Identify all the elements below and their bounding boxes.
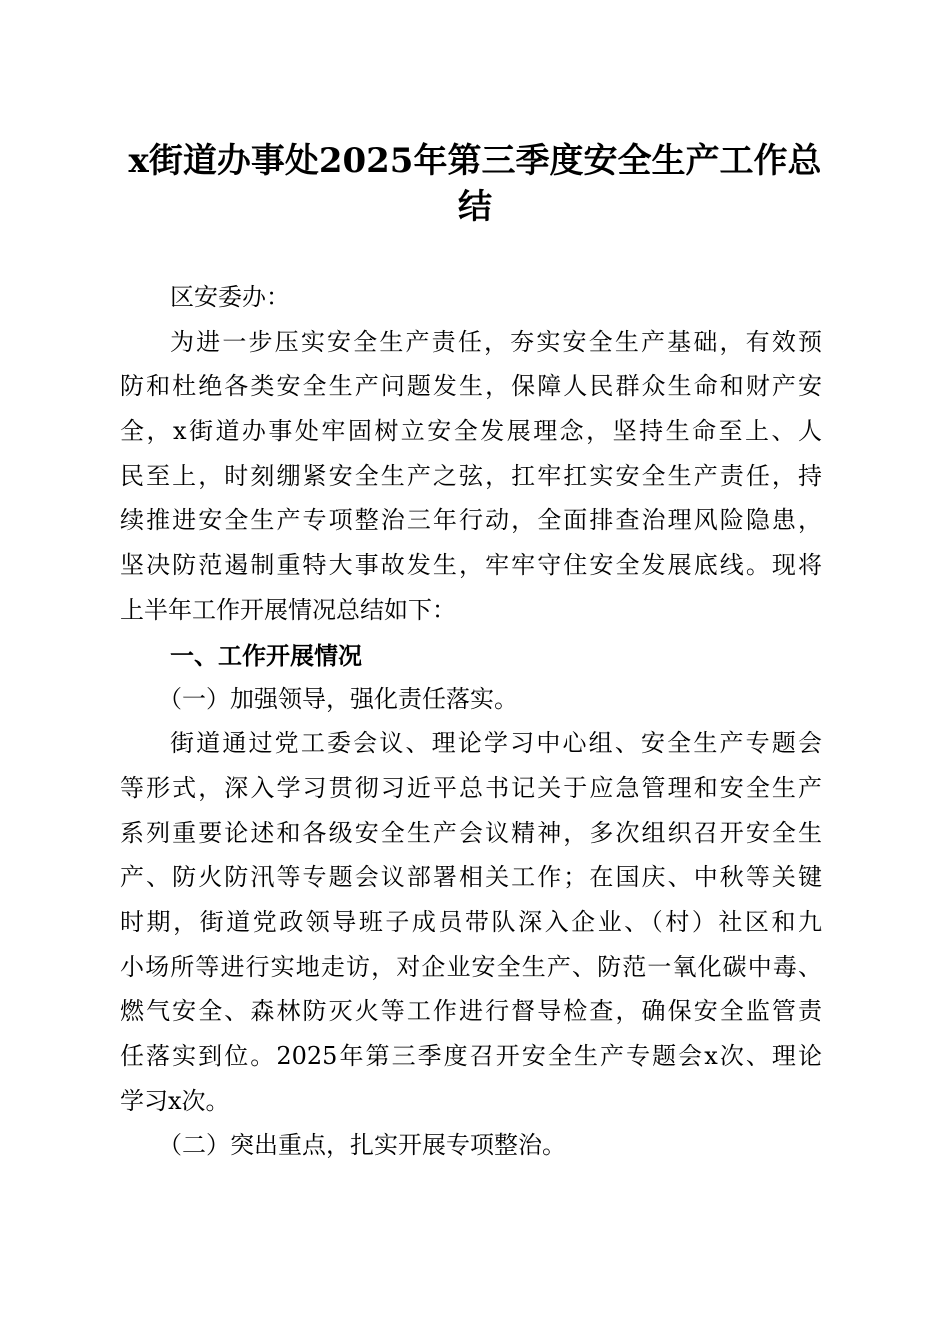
paragraph-line: 续推进安全生产专项整治三年行动，全面排查治理风险隐患， [120,506,822,535]
paragraph-line: 上半年工作开展情况总结如下： [120,595,456,624]
subsection-paragraph [120,721,822,1123]
paragraph-line: 小场所等进行实地走访，对企业安全生产、防范一氧化碳中毒、 [120,952,822,981]
paragraph-line: 坚决防范遏制重特大事故发生，牢牢守住安全发展底线。现将 [120,551,822,580]
title-line-1: x街道办事处2025年第三季度安全生产工作总 [128,141,822,181]
paragraph-line: 全，x街道办事处牢固树立安全发展理念，坚持生命至上、人 [120,417,822,446]
paragraph-line: 为进一步压实安全生产责任，夯实安全生产基础，有效预 [170,327,822,356]
section-heading: 一、工作开展情况 [170,641,362,670]
title-line-2: 结 [458,187,492,227]
paragraph-line: 防和杜绝各类安全生产问题发生，保障人民群众生命和财产安 [120,372,822,401]
paragraph-line: 学习x次。 [120,1086,230,1115]
subsection-heading: （二）突出重点，扎实开展专项整治。 [158,1131,566,1160]
document-body [120,275,822,1168]
document-title [100,138,850,230]
paragraph-line: 任落实到位。2025年第三季度召开安全生产专题会x次、理论 [120,1042,822,1070]
paragraph-line: 燃气安全、森林防灭火等工作进行督导检查，确保安全监管责 [120,997,822,1026]
salutation: 区安委办： [170,283,290,311]
paragraph-line: 系列重要论述和各级安全生产会议精神，多次组织召开安全生 [120,818,822,847]
paragraph-line: 等形式，深入学习贯彻习近平总书记关于应急管理和安全生产 [120,773,822,802]
intro-paragraph [120,320,822,633]
paragraph-line: 时期，街道党政领导班子成员带队深入企业、（村）社区和九 [120,907,822,936]
paragraph-line: 民至上，时刻绷紧安全生产之弦，扛牢扛实安全生产责任，持 [120,461,822,490]
paragraph-line: 街道通过党工委会议、理论学习中心组、安全生产专题会 [170,729,822,758]
subsection-heading: （一）加强领导，强化责任落实。 [158,684,518,713]
paragraph-line: 产、防火防汛等专题会议部署相关工作；在国庆、中秋等关键 [120,863,822,892]
